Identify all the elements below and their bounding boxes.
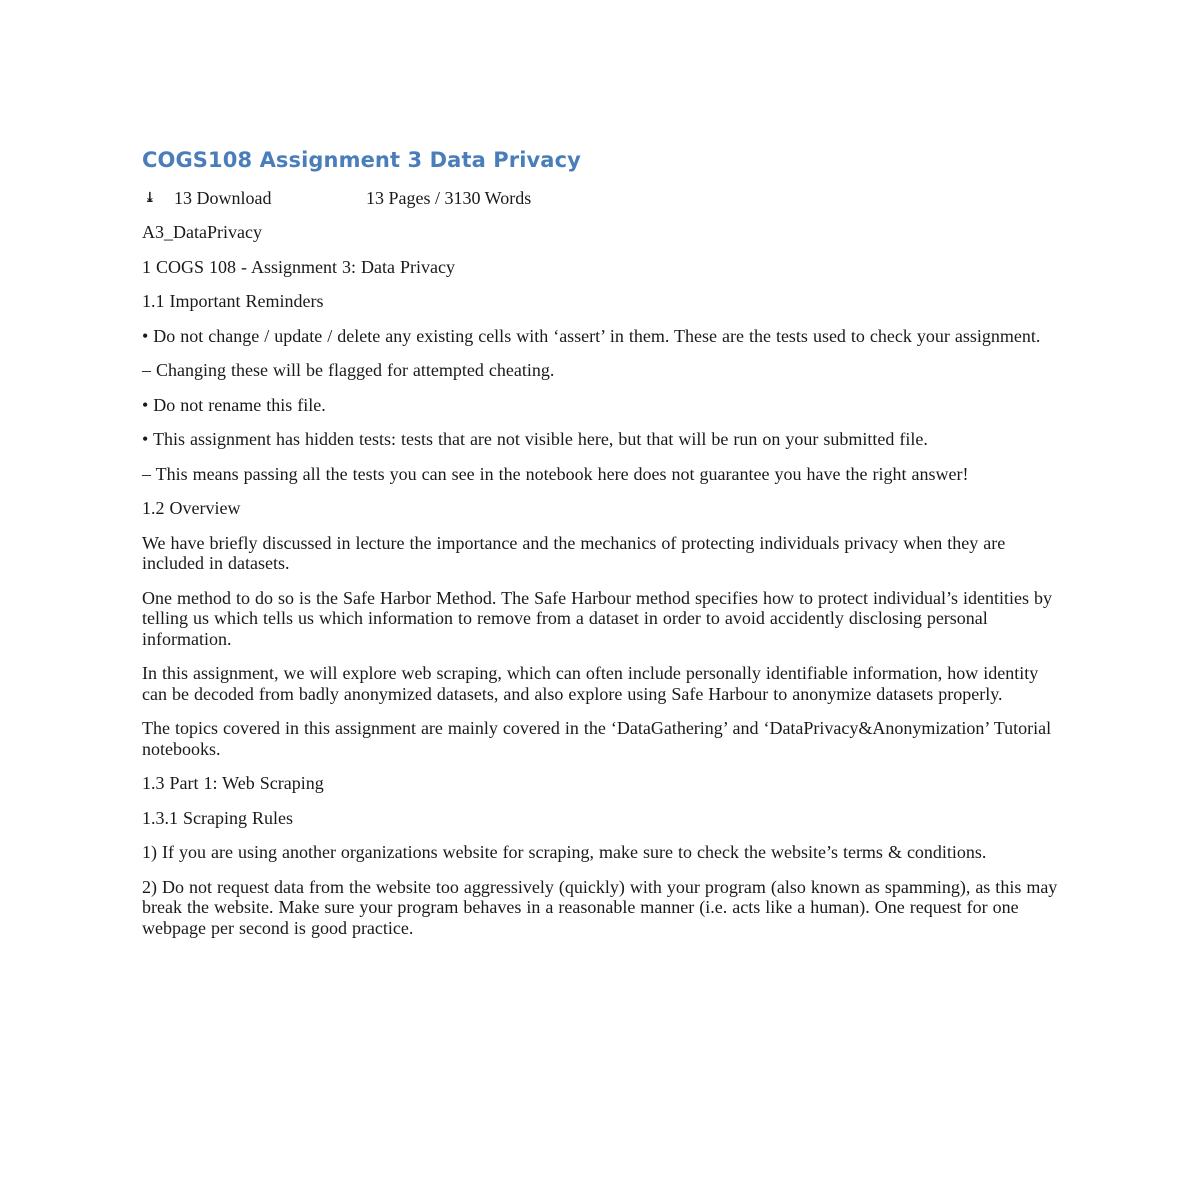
reminder-assert-cells: • Do not change / update / delete any existing cells with ‘assert’ in them. These are the tests used to check your assignment. xyxy=(142,325,1041,346)
download-count: 13 Download xyxy=(174,188,272,208)
document-title: COGS108 Assignment 3 Data Privacy xyxy=(142,148,581,172)
heading-assignment: 1 COGS 108 - Assignment 3: Data Privacy xyxy=(142,256,455,277)
heading-scraping-rules: 1.3.1 Scraping Rules xyxy=(142,807,293,828)
reminder-rename: • Do not rename this file. xyxy=(142,394,326,415)
reminder-passing-tests: – This means passing all the tests you can see in the notebook here does not guarantee you have the right answer! xyxy=(142,463,969,484)
overview-paragraph-1: We have briefly discussed in lecture the importance and the mechanics of protecting individuals privacy when they are included in datasets. xyxy=(142,532,1006,573)
scraping-rule-2: 2) Do not request data from the website too aggressively (quickly) with your program (also known as spamming), as this may break the website. Make sure your program behaves in a reasonable manner (i.e. acts like a human). One request for one webpage per second is good practice. xyxy=(142,876,1058,938)
overview-paragraph-3: In this assignment, we will explore web scraping, which can often include personally identifiable information, how identity can be decoded from badly anonymized datasets, and also explore using Safe Harbour to anonymize datasets properly. xyxy=(142,663,1039,704)
overview-paragraph-2: One method to do so is the Safe Harbor Method. The Safe Harbour method specifies how to protect individual’s identities by telling us which tells us which information to remove from a dataset in order to avoid accidently disclosing personal information. xyxy=(142,587,1052,649)
document-meta xyxy=(142,188,1062,209)
reminder-cheating: – Changing these will be flagged for attempted cheating. xyxy=(142,360,555,380)
overview-paragraph-4: The topics covered in this assignment are mainly covered in the ‘DataGathering’ and ‘DataPrivacy&Anonymization’ Tutorial notebooks. xyxy=(142,718,1052,759)
scraping-rule-1: 1) If you are using another organizations website for scraping, make sure to check the website’s terms & conditions. xyxy=(142,842,987,862)
reminder-hidden-tests: • This assignment has hidden tests: tests that are not visible here, but that will be run on your submitted file. xyxy=(142,429,928,449)
heading-important-reminders: 1.1 Important Reminders xyxy=(142,291,324,311)
page-word-count: 13 Pages / 3130 Words xyxy=(366,188,532,208)
notebook-name: A3_DataPrivacy xyxy=(142,222,262,242)
heading-web-scraping: 1.3 Part 1: Web Scraping xyxy=(142,773,324,793)
document-page xyxy=(142,144,1062,952)
download-icon[interactable]: ⤓ xyxy=(144,191,156,206)
heading-overview: 1.2 Overview xyxy=(142,498,241,518)
